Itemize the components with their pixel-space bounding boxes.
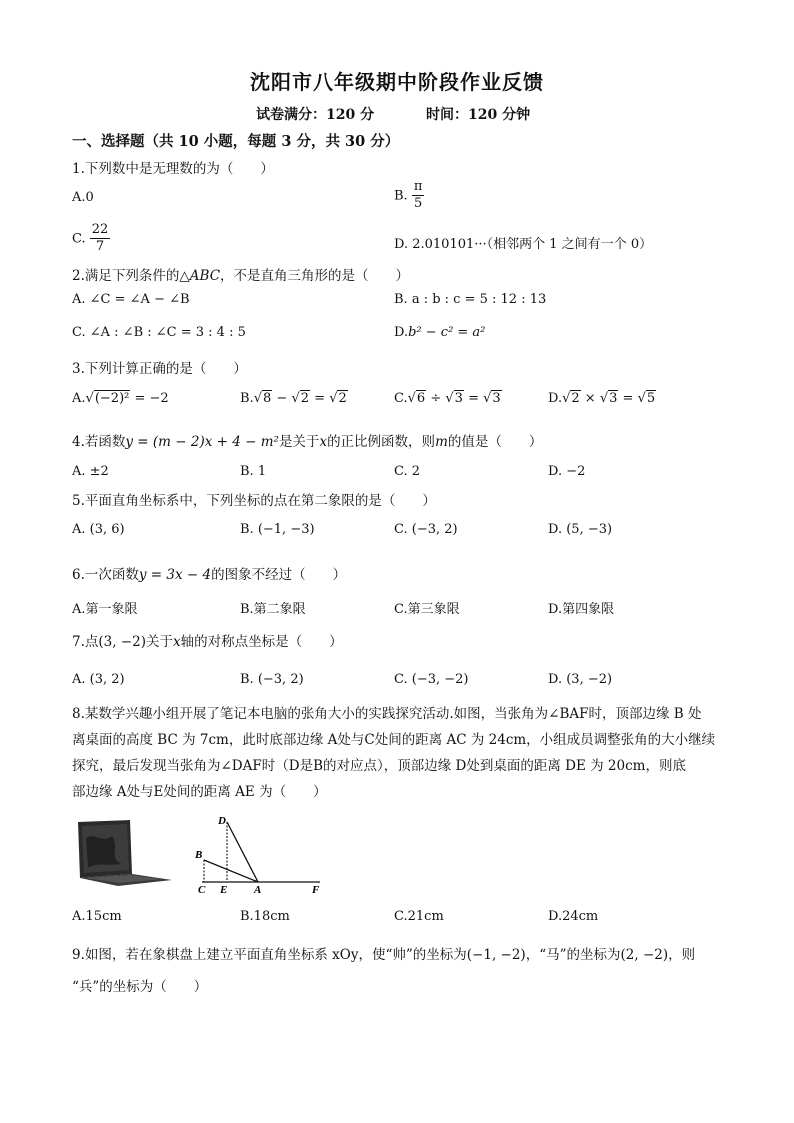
q3-c-equals: =	[463, 391, 484, 406]
q5-option-c: C. (−3, 2)	[394, 522, 458, 537]
label-f: F	[312, 884, 320, 894]
q8-option-c: C.21cm	[394, 909, 444, 924]
q9-line-1: 9.如图，若在象棋盘上建立平面直角坐标系 xOy，使“帅”的坐标为(−1, −2)，“马”的坐标为(2, −2)，则	[72, 947, 696, 963]
q4-stem-mid2: 的正比例函数，则	[327, 434, 436, 450]
score-info: 试卷满分：120 分	[256, 107, 375, 123]
q1-option-c-fraction	[90, 223, 111, 255]
radical-sign-icon: √	[599, 391, 609, 406]
q2-option-d-expression: b² − c² = a²	[408, 325, 486, 340]
q1-option-b	[394, 180, 424, 212]
q8-line-3: 探究，最后发现当张角为∠DAF时（D是B的对应点），顶部边缘 D处到桌面的距离 DE 为 20cm，则底	[72, 758, 686, 774]
q3-a-radicand: (−2)²	[94, 391, 130, 406]
q3-option-d	[548, 391, 656, 406]
q4-stem-mid: 是关于	[278, 434, 320, 450]
q3-c-prefix: C.	[394, 391, 408, 406]
q1-option-c	[72, 223, 110, 255]
q1-option-b-prefix: B.	[394, 188, 408, 204]
q6-option-b: B.第二象限	[240, 602, 306, 617]
q2-stem-triangle: △ABC	[179, 268, 221, 284]
q3-d-radicand-3: 5	[646, 391, 656, 406]
q8-line-4: 部边缘 A处与E处间的距离 AE 为（ ）	[72, 784, 327, 800]
q1-b-denominator: 5	[413, 196, 423, 212]
q3-b-radicand-1: 8	[262, 391, 272, 406]
q3-option-a	[72, 391, 169, 406]
radical-sign-icon: √	[291, 391, 300, 406]
q8-option-a: A.15cm	[72, 909, 122, 924]
q4-option-c: C. 2	[394, 464, 421, 479]
question-9-text	[72, 939, 724, 1003]
q7-stem-prefix: 7.点	[72, 634, 99, 650]
q3-d-radicand-1: 2	[571, 391, 580, 406]
q3-c-operator: ÷	[426, 391, 446, 406]
q2-option-d-prefix: D.	[394, 325, 409, 340]
q6-option-c: C.第三象限	[394, 602, 460, 617]
question-7-stem	[72, 630, 343, 650]
q2-option-b: B. a : b : c = 5 : 12 : 13	[394, 292, 547, 307]
q3-c-radicand-3: 3	[492, 391, 501, 406]
q8-line-1: 8.某数学兴趣小组开展了笔记本电脑的张角大小的实践探究活动.如图，当张角为∠BAF时，顶部边缘 B 处	[72, 706, 702, 722]
q5-option-d: D. (5, −3)	[548, 522, 613, 537]
label-d: D	[218, 815, 226, 827]
time-info: 时间：120 分钟	[426, 107, 531, 123]
q6-option-a: A.第一象限	[72, 602, 138, 617]
q1-b-numerator: π	[412, 180, 425, 196]
q1-option-d: D. 2.010101···（相邻两个 1 之间有一个 0）	[394, 237, 653, 252]
q3-b-equals: =	[310, 391, 330, 406]
q1-c-denominator: 7	[95, 239, 105, 255]
q2-option-c: C. ∠A : ∠B : ∠C = 3 : 4 : 5	[72, 325, 246, 340]
q1-c-numerator: 22	[90, 223, 111, 239]
q7-option-d: D. (3, −2)	[548, 672, 613, 687]
radical-sign-icon: √	[562, 391, 571, 406]
q7-stem-x: x	[173, 634, 181, 650]
question-6-stem	[72, 563, 346, 583]
q7-stem-point: (3, −2)	[98, 634, 146, 650]
segment-ba	[204, 860, 258, 882]
radical-sign-icon: √	[85, 391, 94, 406]
q7-stem-suffix: 轴的对称点坐标是（ ）	[180, 634, 343, 650]
q8-option-b: B.18cm	[240, 909, 290, 924]
q4-option-d: D. −2	[548, 464, 586, 479]
q7-stem-mid: 关于	[146, 634, 173, 650]
q3-d-radicand-2: 3	[609, 391, 618, 406]
q7-option-c: C. (−3, −2)	[394, 672, 469, 687]
radical-sign-icon: √	[329, 391, 338, 406]
radical-sign-icon: √	[445, 391, 454, 406]
q3-a-tail: = −2	[130, 391, 169, 406]
page-title: 沈阳市八年级期中阶段作业反馈	[250, 70, 544, 94]
q3-d-prefix: D.	[548, 391, 563, 406]
q6-stem-expression: y = 3x − 4	[138, 567, 212, 583]
q3-b-radicand-3: 2	[338, 391, 347, 406]
q3-b-operator: −	[272, 391, 292, 406]
radical-sign-icon: √	[483, 391, 492, 406]
q3-c-radicand-1: 6	[416, 391, 426, 406]
q1-option-a: A.0	[72, 190, 94, 205]
question-5-stem: 5.平面直角坐标系中，下列坐标的点在第二象限的是（ ）	[72, 493, 436, 509]
q3-c-radicand-2: 3	[454, 391, 463, 406]
q3-b-prefix: B.	[240, 391, 254, 406]
q6-option-d: D.第四象限	[548, 602, 615, 617]
label-a: A	[254, 884, 262, 894]
q4-stem-x: x	[319, 434, 328, 450]
q5-option-a: A. (3, 6)	[72, 522, 125, 537]
q6-stem-prefix: 6.一次函数	[72, 567, 139, 583]
q2-stem-suffix: ，不是直角三角形的是（ ）	[220, 268, 410, 284]
q3-option-b	[240, 391, 348, 406]
q2-option-d	[394, 325, 485, 340]
radical-sign-icon: √	[637, 391, 646, 406]
q5-option-b: B. (−1, −3)	[240, 522, 315, 537]
q3-d-equals: =	[618, 391, 638, 406]
q4-option-a: A. ±2	[72, 464, 109, 479]
label-e: E	[220, 884, 228, 894]
question-3-stem: 3.下列计算正确的是（ ）	[72, 361, 247, 377]
q3-a-prefix: A.	[72, 391, 86, 406]
radical-sign-icon: √	[253, 391, 262, 406]
q4-stem-m: m	[435, 434, 448, 450]
q3-d-operator: ×	[580, 391, 600, 406]
question-1-stem: 1.下列数中是无理数的为（ ）	[72, 161, 274, 177]
section-heading: 一、选择题（共 10 小题，每题 3 分，共 30 分）	[72, 133, 400, 150]
q2-option-a: A. ∠C = ∠A − ∠B	[72, 292, 190, 307]
q4-stem-prefix: 4.若函数	[72, 434, 126, 450]
geometry-diagram	[192, 812, 332, 894]
q3-option-c	[394, 391, 502, 406]
q3-b-radicand-2: 2	[300, 391, 310, 406]
question-2-stem	[72, 264, 409, 284]
q2-stem-prefix: 2.满足下列条件的	[72, 268, 180, 284]
segment-da	[227, 822, 258, 882]
q8-option-d: D.24cm	[548, 909, 599, 924]
question-8-text	[72, 701, 724, 805]
q1-option-c-prefix: C.	[72, 231, 86, 247]
q9-line-2: “兵”的坐标为（ ）	[72, 979, 208, 995]
label-b: B	[195, 849, 203, 861]
q4-stem-expression: y = (m − 2)x + 4 − m²	[125, 434, 279, 450]
q4-stem-suffix: 的值是（ ）	[447, 434, 543, 450]
q7-option-a: A. (3, 2)	[72, 672, 125, 687]
label-c: C	[198, 884, 206, 894]
q7-option-b: B. (−3, 2)	[240, 672, 304, 687]
question-4-stem	[72, 430, 542, 450]
q8-line-2: 离桌面的高度 BC 为 7cm，此时底部边缘 A处与C处间的距离 AC 为 24cm，小组成员调整张角的大小继续	[72, 732, 716, 748]
radical-sign-icon: √	[407, 391, 416, 406]
laptop-photo	[72, 818, 176, 888]
q1-option-b-fraction	[412, 180, 425, 212]
q4-option-b: B. 1	[240, 464, 267, 479]
q6-stem-suffix: 的图象不经过（ ）	[211, 567, 347, 583]
